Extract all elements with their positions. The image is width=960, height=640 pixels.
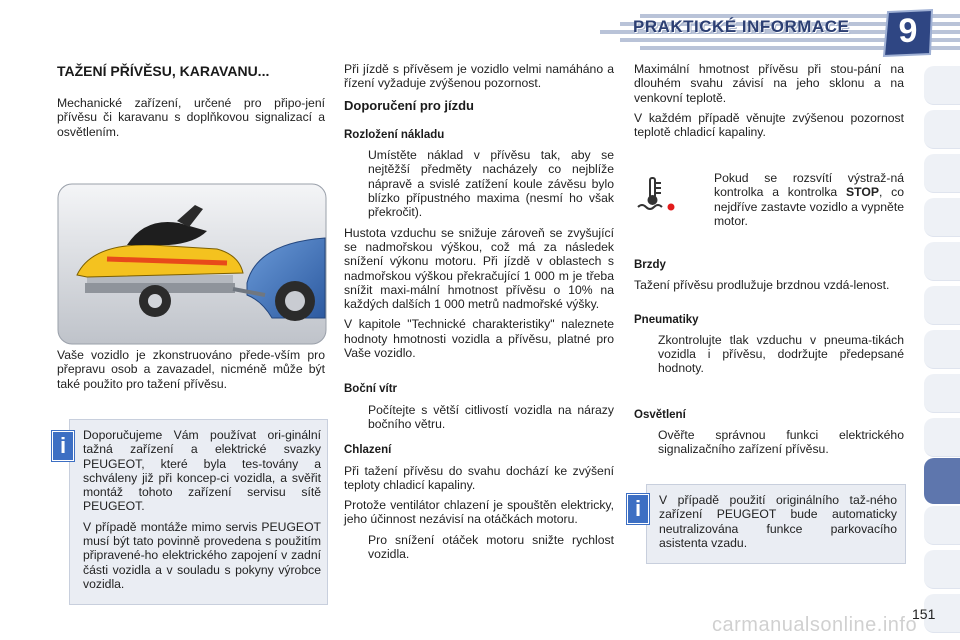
page-heading: TAŽENÍ PŘÍVĚSU, KARAVANU... bbox=[57, 63, 270, 79]
subheading: Chlazení bbox=[344, 444, 392, 457]
chapter-tab[interactable] bbox=[924, 242, 960, 281]
column-1 bbox=[57, 62, 325, 145]
subheading: Boční vítr bbox=[344, 383, 398, 396]
body-text: V kapitole "Technické charakteristiky" naleznete hodnoty hmotnosti vozidla a přívěsu, platné pro Vaše vozidlo. bbox=[344, 317, 614, 361]
chapter-tab[interactable] bbox=[924, 330, 960, 369]
bullet-item: Ověřte správnou funkci elektrického signalizačního zařízení přívěsu. bbox=[658, 428, 904, 457]
chapter-tab[interactable] bbox=[924, 66, 960, 105]
column-2 bbox=[344, 62, 614, 567]
info-text: V případě použití originálního taž-ného zařízení PEUGEOT bude automaticky neutralizována funkce parkovacího asistenta vzadu. bbox=[659, 493, 897, 550]
trailer-illustration bbox=[57, 183, 327, 345]
stop-label: STOP bbox=[845, 185, 879, 200]
bullet-item: Pokud se rozsvítí výstraž-ná kontrolka a kontrolka STOP, co nejdříve zastavte vozidlo a vypněte motor. bbox=[714, 171, 904, 228]
info-icon: i bbox=[52, 431, 74, 461]
intro-text: Při jízdě s přívěsem je vozidlo velmi namáháno a řízení vyžaduje zvýšenou pozornost. bbox=[344, 62, 614, 91]
chapter-tab[interactable] bbox=[924, 286, 960, 325]
body-text: Maximální hmotnost přívěsu při stou-pání na dlouhém svahu závisí na jeho sklonu a na venkovní teplotě. bbox=[634, 62, 904, 105]
chapter-tab[interactable] bbox=[924, 550, 960, 589]
chapter-tabs bbox=[924, 66, 960, 626]
bullet-item: Pro snížení otáček motoru snižte rychlost vozidla. bbox=[368, 532, 614, 562]
info-icon: i bbox=[627, 494, 649, 524]
coolant-warning-icon bbox=[634, 176, 676, 212]
info-text: V případě montáže mimo servis PEUGEOT musí být tato povinně provedena s použitím připravené-ho elektrického zapojení v zadní části vozidla a v souladu s pokyny výrobce vozidla. bbox=[83, 519, 321, 591]
chapter-tab[interactable] bbox=[924, 418, 960, 457]
bullet-item: Zkontrolujte tlak vzduchu v pneuma-tikách vozidla i přívěsu, dodržujte předepsané hodnoty. bbox=[658, 332, 904, 376]
info-box bbox=[646, 484, 906, 564]
info-text: Doporučujeme Vám používat ori-ginální tažná zařízení a elektrické svazky PEUGEOT, které byla tes-továny a schváleny již při koncep-ci vozidla, a svěřit montáž tohoto zařízení servisu sítě PEUGEOT. bbox=[83, 428, 321, 514]
body-text: Tažení přívěsu prodlužuje brzdnou vzdá-lenost. bbox=[634, 278, 890, 293]
column-3 bbox=[634, 62, 904, 145]
body-text: Hustota vzduchu se snižuje zároveň se zvyšující se nadmořskou výškou, což má za následek snížení výkonu motoru. Při jízdě v oblastech s nadmořskou výškou překračující 1 000 m je třeba snížit maxi-mální hmotnost přívěsu o 10% na každých dalších 1 000 metrů nadmořské výšky. bbox=[344, 225, 614, 312]
subheading: Osvětlení bbox=[634, 408, 686, 421]
bullet-item: Umístěte náklad v přívěsu tak, aby se nejtěžší předměty nacházely co nejblíže nápravě a svislé zatížení koule závěsu bylo blízko přípustného maxima (nesmí ho však překročit). bbox=[368, 148, 614, 220]
bullet-item: Počítejte s větší citlivostí vozidla na nárazy bočního větru. bbox=[368, 402, 614, 431]
info-box bbox=[69, 419, 328, 605]
chapter-number: 9 bbox=[898, 12, 918, 50]
page-number: 151 bbox=[912, 606, 936, 622]
chapter-tab[interactable] bbox=[924, 198, 960, 237]
chapter-tab[interactable] bbox=[924, 110, 960, 149]
chapter-tab[interactable] bbox=[924, 154, 960, 193]
subheading: Brzdy bbox=[634, 259, 666, 271]
body-text: Při tažení přívěsu do svahu dochází ke zvýšení teploty chladicí kapaliny. bbox=[344, 463, 614, 492]
subheading: Rozložení nákladu bbox=[344, 128, 445, 141]
body-text: V každém případě věnujte zvýšenou pozornost teplotě chladicí kapaliny. bbox=[634, 110, 904, 140]
watermark: carmanualsonline.info bbox=[712, 614, 918, 636]
column-1-lower bbox=[57, 348, 325, 397]
subheading: Pneumatiky bbox=[634, 313, 699, 326]
body-text: Vaše vozidlo je zkonstruováno přede-vším pro přepravu osob a zavazadel, nicméně může být také použito pro tažení přívěsu. bbox=[57, 348, 325, 391]
chapter-tab[interactable] bbox=[924, 506, 960, 545]
warning-block bbox=[690, 171, 904, 234]
body-text: Protože ventilátor chlazení je spouštěn elektricky, jeho účinnost nezávisí na otáčkách motoru. bbox=[344, 498, 614, 527]
column-3-lower bbox=[634, 245, 904, 463]
chapter-tab[interactable] bbox=[924, 374, 960, 413]
chapter-tab-active[interactable] bbox=[924, 458, 960, 504]
intro-text: Mechanické zařízení, určené pro připo-jení přívěsu či karavanu s doplňkovou signalizací a osvětlením. bbox=[57, 96, 325, 139]
section-heading: Doporučení pro jízdu bbox=[344, 97, 474, 113]
section-title: PRAKTICKÉ INFORMACE bbox=[633, 17, 850, 36]
